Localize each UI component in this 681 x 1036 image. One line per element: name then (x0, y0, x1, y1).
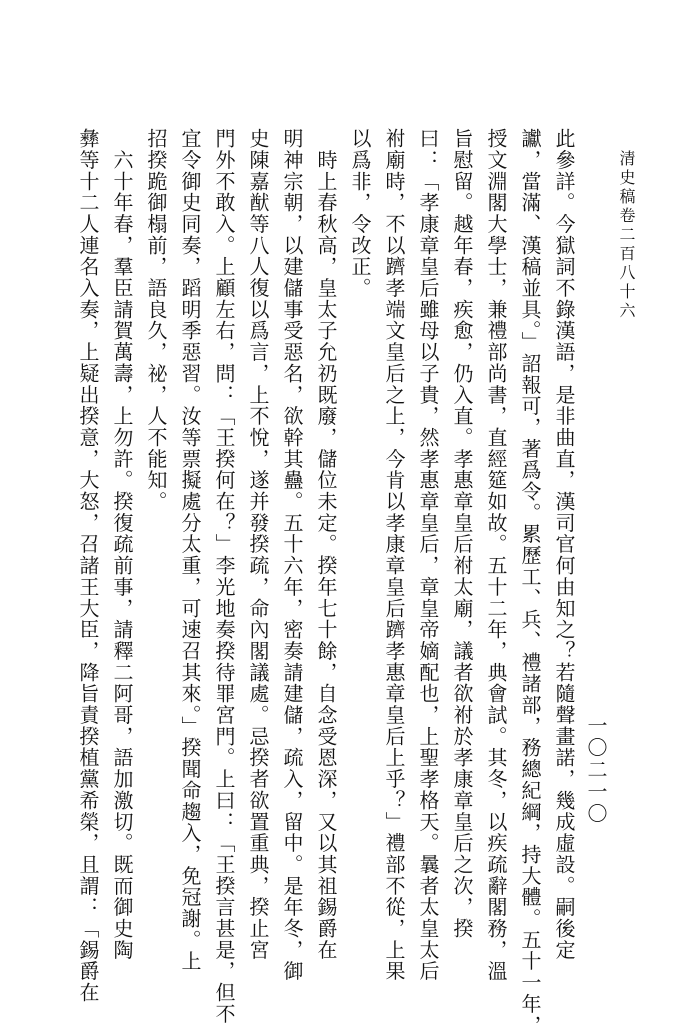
text-column: 門外不敢入。上顧左右，問：「王揆何在？」李光地奏揆待罪宮門。上曰：「王揆言甚是，但不 (212, 128, 236, 1025)
text-column: 招揆跪御榻前，語良久，祕，人不能知。 (144, 128, 168, 513)
text-column: 授文淵閣大學士，兼禮部尚書，直經筵如故。五十二年，典會試。其冬，以疾疏辭閣務，溫 (484, 128, 508, 982)
text-column: 時上春秋高，皇太子允礽既廢，儲位未定。揆年七十餘，自念受恩深，又以其祖錫爵在 (314, 128, 338, 961)
text-column: 明神宗朝，以建儲事受惡名，欲幹其蠱。五十六年，密奏請建儲，疏入，留中。是年冬，御 (280, 128, 304, 982)
text-column: 讞，當滿、漢稿並具。」詔報可，著爲令。累歷工、兵、禮諸部，務總紀綱，持大體。五十一年， (518, 128, 542, 1036)
text-column: 曰：「孝康章皇后雖母以子貴，然孝惠章皇后，章皇帝嫡配也，上聖孝格天。曩者太皇太后 (416, 128, 440, 982)
text-column: 六十年春，羣臣請賀萬壽，上勿許。揆復疏前事，請釋二阿哥，語加激切。既而御史陶 (110, 128, 134, 961)
text-column: 祔廟時，不以躋孝端文皇后之上，今肯以孝康章皇后躋孝惠章皇后上乎？」禮部不從，上果 (382, 128, 406, 982)
text-column: 旨慰留。越年春，疾愈，仍入直。孝惠章皇后祔太廟，議者欲祔於孝康章皇后之次，揆 (450, 128, 474, 940)
text-column: 宜令御史同奏，蹈明季惡習。汝等票擬處分太重，可速召其來。」揆聞命趨入，免冠謝。上 (178, 128, 202, 972)
book-title-header: 清史稿卷二百八十六 (617, 150, 636, 321)
page-number: 一〇二一〇 (584, 715, 608, 825)
text-column: 彝等十二人連名入奏，上疑出揆意，大怒，召諸王大臣，降旨責揆植黨希榮，且謂：「錫爵在 (76, 128, 100, 1004)
text-column: 史陳嘉猷等八人復以爲言，上不悅，遂并發揆疏，命內閣議處。忌揆者欲置重典，揆止宮 (246, 128, 270, 961)
text-column: 以爲非，令改正。 (348, 128, 372, 299)
text-column: 此參詳。今獄詞不錄漢語，是非曲直，漢司官何由知之？若隨聲畫諾，幾成虛設。嗣後定 (552, 128, 576, 961)
